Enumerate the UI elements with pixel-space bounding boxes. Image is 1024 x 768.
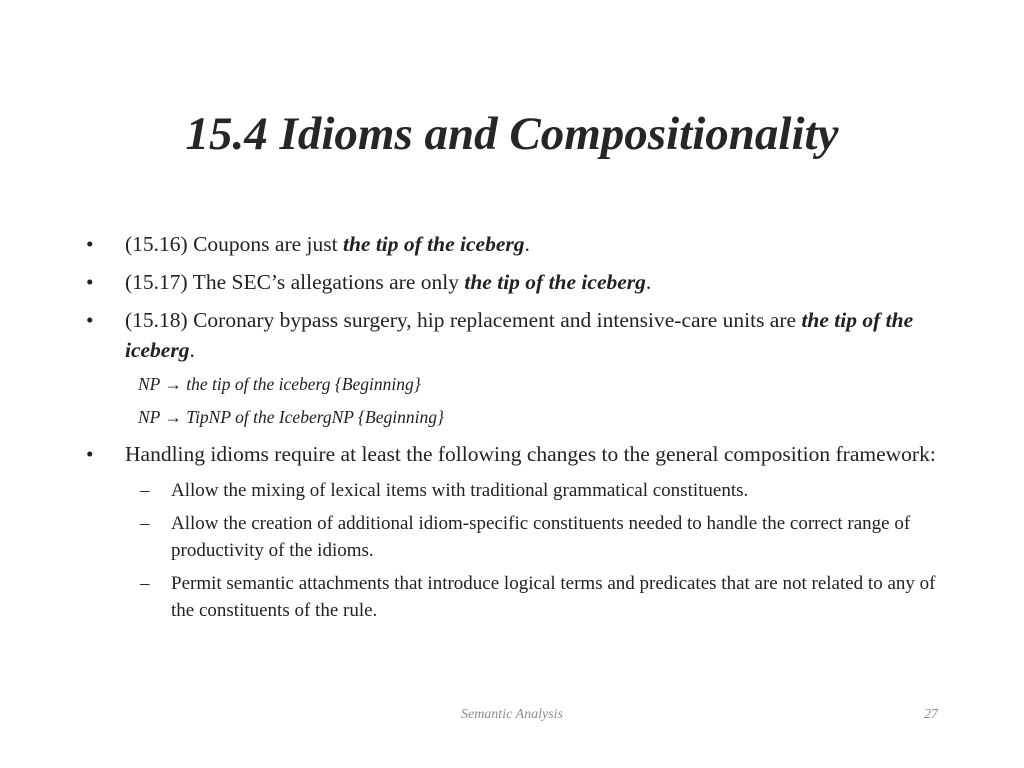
bullet-example-15-16: [86, 229, 946, 259]
bullet-handling-idioms: [86, 439, 946, 469]
bullet-text: Handling idioms require at least the following changes to the general composition framework:: [125, 442, 936, 466]
bullet-marker: •: [86, 270, 94, 294]
idiom-phrase: the tip of the iceberg: [125, 308, 914, 362]
bullet-example-15-18: [86, 305, 946, 365]
bullet-suffix: .: [524, 232, 530, 256]
slide-title: 15.4 Idioms and Compositionality: [185, 108, 839, 160]
sub-bullet-attachments: [86, 570, 946, 624]
bullet-suffix: .: [189, 338, 195, 362]
idiom-phrase: the tip of the iceberg: [464, 270, 646, 294]
rule-rhs: the tip of the iceberg {Beginning}: [186, 374, 421, 394]
rule-lhs: NP: [138, 407, 161, 427]
footer-title: Semantic Analysis: [460, 707, 563, 722]
bullet-text: (15.16) Coupons are just: [125, 232, 343, 256]
bullet-example-15-17: [86, 267, 946, 297]
rule-rhs: TipNP of the IcebergNP {Beginning}: [186, 407, 444, 427]
grammar-rule-1: [86, 373, 946, 396]
slide-body: [86, 229, 946, 630]
sub-bullet-text: Allow the creation of additional idiom-specific constituents needed to handle the correct range of productivity of the idioms.: [171, 513, 911, 561]
page-number: 27: [924, 707, 938, 722]
sub-bullet-creation: [86, 510, 946, 564]
right-arrow-icon: →: [164, 407, 182, 427]
idiom-phrase: the tip of the iceberg: [342, 232, 525, 256]
bullet-text: (15.18) Coronary bypass surgery, hip replacement and intensive-care units are: [125, 308, 802, 332]
grammar-rule-2: [86, 406, 946, 429]
sub-bullet-text: Permit semantic attachments that introduce logical terms and predicates that are not related to any of the constituents of the rule.: [171, 573, 936, 621]
bullet-marker: •: [86, 308, 94, 332]
right-arrow-icon: →: [164, 374, 182, 394]
dash-marker: –: [140, 573, 150, 594]
bullet-marker: •: [86, 232, 94, 256]
bullet-marker: •: [86, 442, 94, 466]
sub-bullet-mixing: [86, 477, 946, 504]
dash-marker: –: [140, 480, 150, 501]
dash-marker: –: [140, 513, 150, 534]
sub-bullet-text: Allow the mixing of lexical items with traditional grammatical constituents.: [171, 480, 749, 501]
bullet-text: (15.17) The SEC’s allegations are only: [125, 270, 465, 294]
rule-lhs: NP: [138, 374, 161, 394]
bullet-suffix: .: [645, 270, 652, 294]
